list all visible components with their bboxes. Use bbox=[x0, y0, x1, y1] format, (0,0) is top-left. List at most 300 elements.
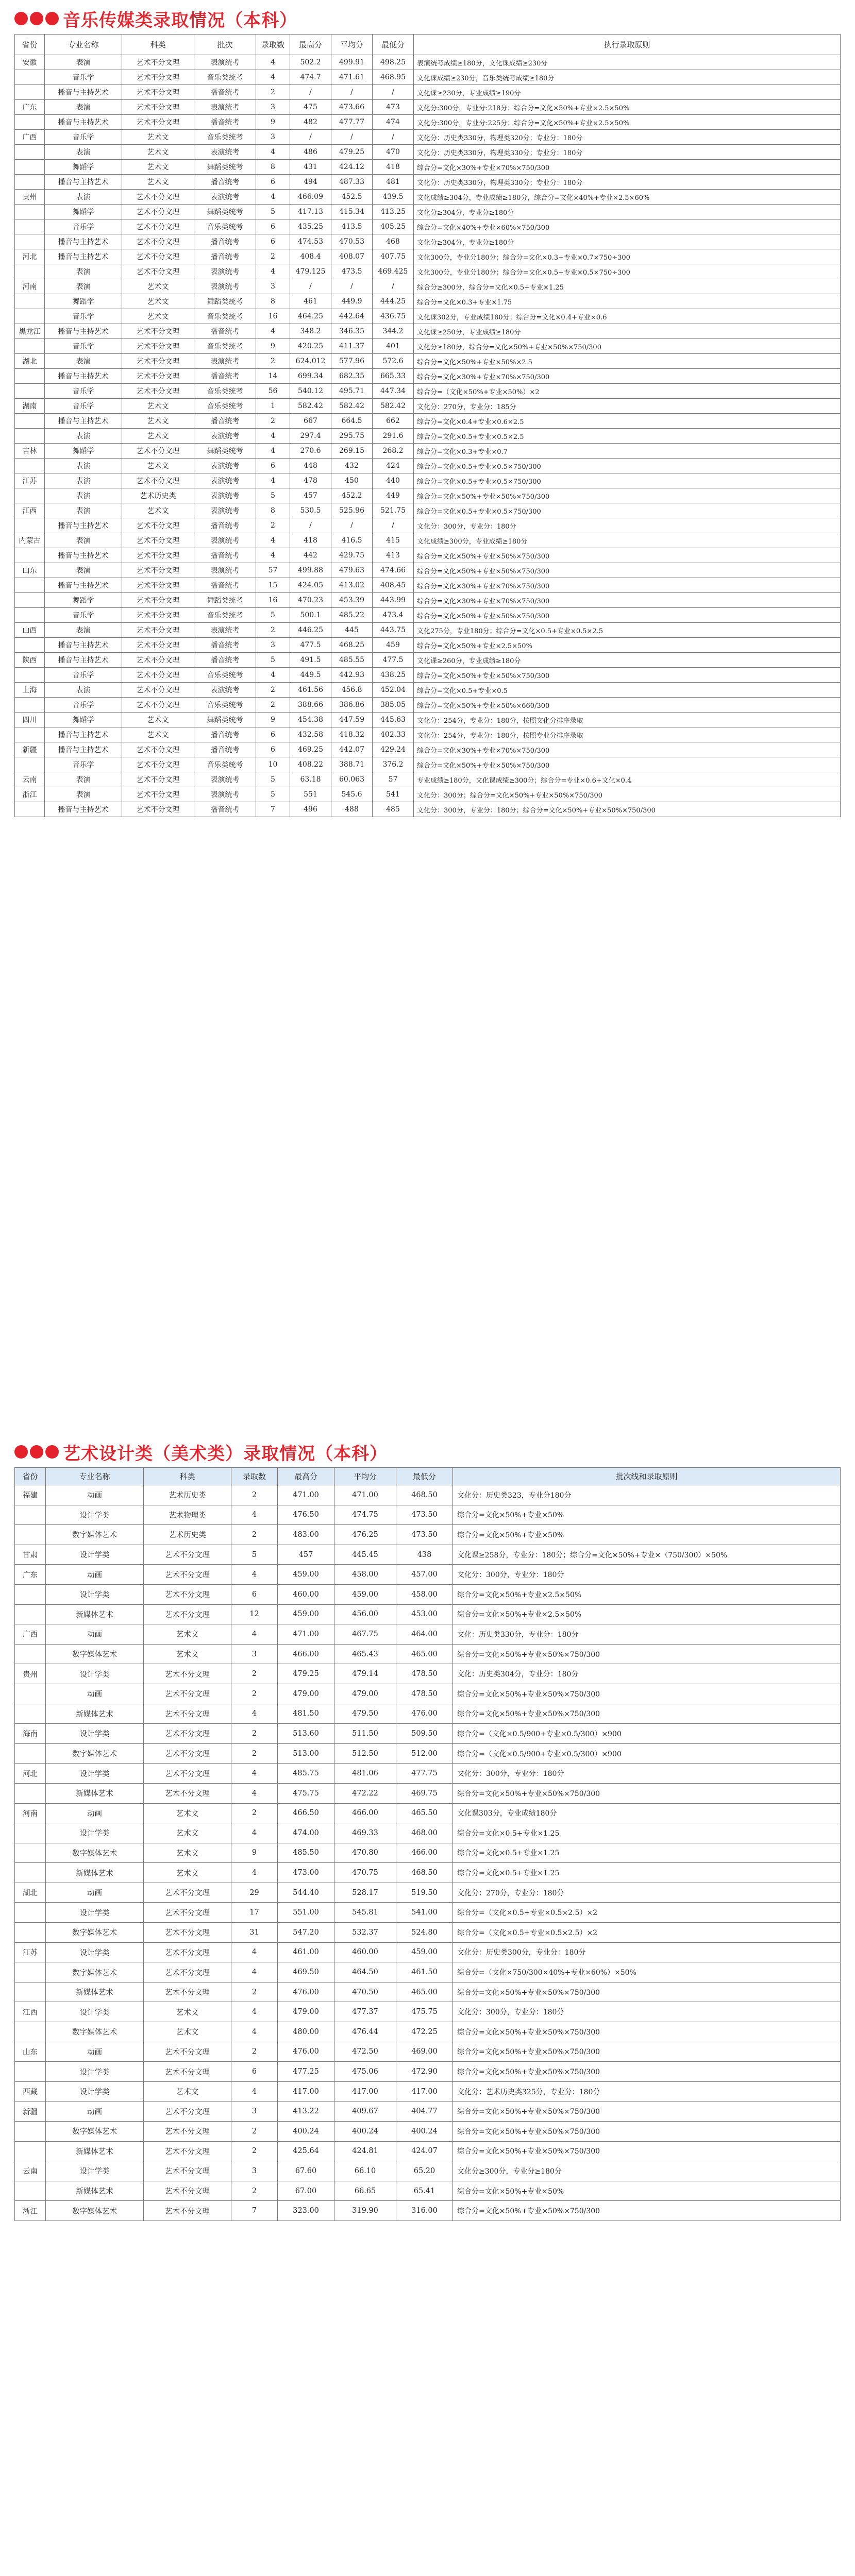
province-cell bbox=[15, 593, 45, 608]
table-cell: 551 bbox=[290, 787, 331, 802]
table-cell: 400.24 bbox=[396, 2122, 453, 2142]
table-cell: 艺术不分文理 bbox=[122, 787, 194, 802]
table-cell: 艺术不分文理 bbox=[122, 683, 194, 698]
table-cell: 4 bbox=[256, 55, 290, 70]
table-row bbox=[15, 1743, 841, 1764]
table-cell: 设计学类 bbox=[46, 1942, 144, 1962]
table-row bbox=[15, 1724, 841, 1744]
table-cell: 播音与主持艺术 bbox=[45, 638, 122, 653]
table-row bbox=[15, 1764, 841, 1784]
table-cell: 495.71 bbox=[331, 384, 373, 399]
table-cell: 艺术文 bbox=[144, 1803, 231, 1823]
table-cell: 496 bbox=[290, 802, 331, 817]
table-row bbox=[15, 653, 841, 668]
table-cell: 445 bbox=[331, 623, 373, 638]
table-cell: 509.50 bbox=[396, 1724, 453, 1744]
province-cell bbox=[15, 638, 45, 653]
rule-cell: 文化分≥304分，专业分≥180分 bbox=[414, 205, 841, 219]
table-cell: 468.50 bbox=[396, 1485, 453, 1505]
table-cell: 4 bbox=[256, 548, 290, 563]
table-cell: 466.09 bbox=[290, 190, 331, 205]
table-row bbox=[15, 219, 841, 234]
table-row bbox=[15, 2161, 841, 2181]
table-cell: 艺术文 bbox=[122, 130, 194, 145]
table-cell: 454.38 bbox=[290, 713, 331, 727]
table-cell: 469.50 bbox=[278, 1962, 334, 1982]
rule-cell: 文化分：300分，专业分：180分 bbox=[453, 1764, 841, 1784]
table-cell: 艺术不分文理 bbox=[144, 1764, 231, 1784]
table-cell: 461.56 bbox=[290, 683, 331, 698]
table-cell: 动画 bbox=[46, 2042, 144, 2062]
province-cell bbox=[15, 339, 45, 354]
table-cell: 67.60 bbox=[278, 2161, 334, 2181]
table-cell: 457 bbox=[278, 1545, 334, 1565]
table-row bbox=[15, 429, 841, 444]
table-cell: 艺术不分文理 bbox=[144, 1565, 231, 1585]
province-cell: 黑龙江 bbox=[15, 324, 45, 339]
table-cell: 473 bbox=[373, 100, 414, 115]
table-cell: 16 bbox=[256, 593, 290, 608]
column-header: 执行录取原则 bbox=[414, 35, 841, 55]
rule-cell: 综合分=文化×50%+专业×50%×750/300 bbox=[414, 668, 841, 683]
table-cell: 474.7 bbox=[290, 70, 331, 85]
table-cell: 艺术不分文理 bbox=[122, 354, 194, 369]
table-cell: 65.20 bbox=[396, 2161, 453, 2181]
table-cell: 艺术不分文理 bbox=[122, 115, 194, 130]
province-cell bbox=[15, 1843, 46, 1863]
table-row bbox=[15, 593, 841, 608]
table-cell: 艺术不分文理 bbox=[122, 55, 194, 70]
rule-cell: 综合分=文化×50%+专业×50%×750/300 bbox=[453, 1982, 841, 2002]
table-cell: / bbox=[373, 279, 414, 294]
table-row bbox=[15, 757, 841, 772]
table-row bbox=[15, 1624, 841, 1645]
table-cell: 艺术不分文理 bbox=[144, 2122, 231, 2142]
table-cell: 播音与主持艺术 bbox=[45, 234, 122, 249]
column-header: 批次 bbox=[194, 35, 256, 55]
table-cell: 艺术不分文理 bbox=[122, 369, 194, 384]
table-cell: 465.00 bbox=[396, 1644, 453, 1664]
table-cell: 艺术不分文理 bbox=[144, 1903, 231, 1923]
table-cell: 479.00 bbox=[334, 1684, 396, 1704]
table-cell: 388.71 bbox=[331, 757, 373, 772]
table-cell: 艺术不分文理 bbox=[144, 2181, 231, 2201]
table-cell: 艺术不分文理 bbox=[122, 473, 194, 488]
rule-cell: 综合分=文化×50%+专业×50%×660/300 bbox=[414, 698, 841, 713]
table-cell: 500.1 bbox=[290, 608, 331, 623]
province-cell: 湖北 bbox=[15, 1883, 46, 1903]
table-cell: 447.34 bbox=[373, 384, 414, 399]
province-cell: 浙江 bbox=[15, 2201, 46, 2221]
rule-cell: 文化275分，专业180分；综合分=文化×0.5+专业×0.5×2.5 bbox=[414, 623, 841, 638]
table-cell: 429.24 bbox=[373, 742, 414, 757]
rule-cell: 综合分=文化×0.5+专业×0.5 bbox=[414, 683, 841, 698]
table-row bbox=[15, 1684, 841, 1704]
table-cell: 艺术历史类 bbox=[122, 488, 194, 503]
table-cell: 476.00 bbox=[278, 1982, 334, 2002]
table-cell: 400.24 bbox=[278, 2122, 334, 2142]
table-cell: 艺术文 bbox=[144, 1624, 231, 1645]
table-cell: 播音与主持艺术 bbox=[45, 548, 122, 563]
table-cell: 481.50 bbox=[278, 1704, 334, 1724]
table-cell: 65.41 bbox=[396, 2181, 453, 2201]
table-cell: 艺术不分文理 bbox=[144, 1545, 231, 1565]
table-cell: 476.00 bbox=[278, 2042, 334, 2062]
table-cell: 662 bbox=[373, 414, 414, 429]
table-cell: 66.65 bbox=[334, 2181, 396, 2201]
rule-cell: 文化分：300分，专业分：180分 bbox=[453, 2002, 841, 2022]
table-cell: 表演 bbox=[45, 473, 122, 488]
table-cell: 424.07 bbox=[396, 2141, 453, 2161]
table-row bbox=[15, 1923, 841, 1943]
table-cell: 艺术不分文理 bbox=[122, 249, 194, 264]
table-row bbox=[15, 444, 841, 459]
rule-cell: 综合分=（文化×750/300×40%+专业×60%）×50% bbox=[453, 1962, 841, 1982]
table-cell: 音乐类统考 bbox=[194, 309, 256, 324]
table-cell: 269.15 bbox=[331, 444, 373, 459]
table-cell: 470.53 bbox=[331, 234, 373, 249]
table-cell: 479.125 bbox=[290, 264, 331, 279]
table-cell: 459 bbox=[373, 638, 414, 653]
province-cell bbox=[15, 85, 45, 100]
province-cell: 贵州 bbox=[15, 190, 45, 205]
table-cell: 411.37 bbox=[331, 339, 373, 354]
table-cell: 舞蹈学 bbox=[45, 593, 122, 608]
rule-cell: 文化分：历史类323，专业分180分 bbox=[453, 1485, 841, 1505]
table-cell: 4 bbox=[231, 1624, 278, 1645]
table-cell: 舞蹈学 bbox=[45, 713, 122, 727]
table-cell: 469.25 bbox=[290, 742, 331, 757]
table-cell: 播音统考 bbox=[194, 115, 256, 130]
table-row bbox=[15, 234, 841, 249]
table-row bbox=[15, 369, 841, 384]
table-row bbox=[15, 324, 841, 339]
table-cell: 582.42 bbox=[331, 399, 373, 414]
table-cell: 467.75 bbox=[334, 1624, 396, 1645]
table-cell: 475 bbox=[290, 100, 331, 115]
table-cell: 表演统考 bbox=[194, 623, 256, 638]
table-cell: 表演 bbox=[45, 429, 122, 444]
province-cell: 湖南 bbox=[15, 399, 45, 414]
table-cell: 表演 bbox=[45, 279, 122, 294]
table-cell: 442 bbox=[290, 548, 331, 563]
table-cell: 艺术文 bbox=[122, 160, 194, 175]
table-cell: 2 bbox=[231, 2181, 278, 2201]
province-cell: 贵州 bbox=[15, 1664, 46, 1684]
table-cell: 415 bbox=[373, 533, 414, 548]
table-cell: 10 bbox=[256, 757, 290, 772]
table-cell: 艺术文 bbox=[122, 414, 194, 429]
table-cell: 2 bbox=[256, 85, 290, 100]
rule-cell: 综合分=（文化×50%+专业×50%）×2 bbox=[414, 384, 841, 399]
table-cell: 2 bbox=[231, 1684, 278, 1704]
province-cell: 广东 bbox=[15, 1565, 46, 1585]
table-cell: 323.00 bbox=[278, 2201, 334, 2221]
table-cell: 471.61 bbox=[331, 70, 373, 85]
table-cell: 艺术文 bbox=[122, 727, 194, 742]
table-cell: 艺术不分文理 bbox=[144, 2102, 231, 2122]
table-cell: 艺术不分文理 bbox=[122, 563, 194, 578]
table-cell: 466.00 bbox=[278, 1644, 334, 1664]
province-cell: 海南 bbox=[15, 1724, 46, 1744]
table-cell: 499.91 bbox=[331, 55, 373, 70]
table-cell: 479.50 bbox=[334, 1704, 396, 1724]
table-cell: 475.06 bbox=[334, 2062, 396, 2082]
province-cell bbox=[15, 1923, 46, 1943]
rule-cell: 综合分=（文化×0.5+专业×0.5×2.5）×2 bbox=[453, 1903, 841, 1923]
table-cell: 数字媒体艺术 bbox=[46, 2122, 144, 2142]
province-cell bbox=[15, 309, 45, 324]
table-cell: 432 bbox=[331, 459, 373, 473]
table-cell: 480.00 bbox=[278, 2022, 334, 2042]
table-cell: 457 bbox=[290, 488, 331, 503]
table-cell: 2 bbox=[256, 518, 290, 533]
table-cell: 512.00 bbox=[396, 1743, 453, 1764]
table-cell: 413.22 bbox=[278, 2102, 334, 2122]
table-cell: 3 bbox=[231, 1644, 278, 1664]
table-cell: 3 bbox=[256, 638, 290, 653]
table-cell: 2 bbox=[231, 2122, 278, 2142]
table-cell: 艺术不分文理 bbox=[144, 2161, 231, 2181]
table-cell: 485.75 bbox=[278, 1764, 334, 1784]
table-cell: 2 bbox=[231, 1743, 278, 1764]
table-cell: 动画 bbox=[46, 1485, 144, 1505]
table-cell: 艺术不分文理 bbox=[144, 1664, 231, 1684]
table-cell: 413 bbox=[373, 548, 414, 563]
table-cell: 582.42 bbox=[290, 399, 331, 414]
table-cell: 4 bbox=[231, 1704, 278, 1724]
table-row bbox=[15, 1584, 841, 1604]
province-cell: 新疆 bbox=[15, 2102, 46, 2122]
table-cell: 475.75 bbox=[396, 2002, 453, 2022]
table-cell: 470.23 bbox=[290, 593, 331, 608]
table-cell: 295.75 bbox=[331, 429, 373, 444]
table-cell: / bbox=[290, 279, 331, 294]
table-row bbox=[15, 70, 841, 85]
table-cell: 469.33 bbox=[334, 1823, 396, 1843]
table-cell: 461 bbox=[290, 294, 331, 309]
table-cell: 音乐学 bbox=[45, 309, 122, 324]
table-cell: 新媒体艺术 bbox=[46, 1863, 144, 1883]
table-cell: 艺术不分文理 bbox=[144, 1684, 231, 1704]
table-cell: 443.99 bbox=[373, 593, 414, 608]
table-cell: 4 bbox=[231, 2002, 278, 2022]
table-cell: 6 bbox=[256, 234, 290, 249]
table-cell: 表演 bbox=[45, 354, 122, 369]
table-row bbox=[15, 1962, 841, 1982]
table-cell: 499.88 bbox=[290, 563, 331, 578]
table-cell: 468.00 bbox=[396, 1823, 453, 1843]
table-cell: 2 bbox=[256, 623, 290, 638]
province-cell bbox=[15, 1863, 46, 1883]
table-cell: 表演 bbox=[45, 563, 122, 578]
table-cell: / bbox=[331, 85, 373, 100]
table-cell: 1 bbox=[256, 399, 290, 414]
table-cell: 445.63 bbox=[373, 713, 414, 727]
province-cell bbox=[15, 219, 45, 234]
table-header-row bbox=[15, 35, 841, 55]
table-cell: 舞蹈类统考 bbox=[194, 294, 256, 309]
table-cell: 443.75 bbox=[373, 623, 414, 638]
table-cell: 409.67 bbox=[334, 2102, 396, 2122]
table-cell: 6 bbox=[256, 459, 290, 473]
table-cell: 音乐学 bbox=[45, 399, 122, 414]
rule-cell: 综合分=文化×30%+专业×70%×750/300 bbox=[414, 593, 841, 608]
table-cell: 408.45 bbox=[373, 578, 414, 593]
rule-cell: 表演统考成绩≥180分，文化课成绩≥230分 bbox=[414, 55, 841, 70]
table-row bbox=[15, 1485, 841, 1505]
table-cell: 346.35 bbox=[331, 324, 373, 339]
rule-cell: 综合分=文化×50%+专业×50%×750/300 bbox=[453, 2201, 841, 2221]
table-cell: 519.50 bbox=[396, 1883, 453, 1903]
table-cell: 471.00 bbox=[334, 1485, 396, 1505]
rule-cell: 综合分=文化×50%+专业×50%×750/300 bbox=[453, 1783, 841, 1803]
table-cell: 413.5 bbox=[331, 219, 373, 234]
table-cell: 494 bbox=[290, 175, 331, 190]
table-cell: 469.00 bbox=[396, 2042, 453, 2062]
table-row bbox=[15, 55, 841, 70]
rule-cell: 文化分:300分，专业分:218分；综合分=文化×50%+专业×2.5×50% bbox=[414, 100, 841, 115]
table-cell: 4 bbox=[231, 2081, 278, 2102]
table-cell: 表演 bbox=[45, 145, 122, 160]
table-cell: 设计学类 bbox=[46, 1664, 144, 1684]
table-cell: 472.50 bbox=[334, 2042, 396, 2062]
province-cell bbox=[15, 1584, 46, 1604]
table-row bbox=[15, 698, 841, 713]
table-row bbox=[15, 190, 841, 205]
table-cell: 511.50 bbox=[334, 1724, 396, 1744]
table-cell: 477.5 bbox=[373, 653, 414, 668]
table-cell: 401 bbox=[373, 339, 414, 354]
table-cell: 音乐类统考 bbox=[194, 608, 256, 623]
table-cell: 舞蹈学 bbox=[45, 160, 122, 175]
province-cell: 河南 bbox=[15, 1803, 46, 1823]
table-cell: 播音统考 bbox=[194, 369, 256, 384]
table-cell: 469.75 bbox=[396, 1783, 453, 1803]
table-row bbox=[15, 1823, 841, 1843]
rule-cell: 综合分=文化×50%+专业×50%×750/300 bbox=[453, 1644, 841, 1664]
table-cell: 动画 bbox=[46, 1624, 144, 1645]
table-cell: 音乐学 bbox=[45, 698, 122, 713]
table-cell: 音乐类统考 bbox=[194, 384, 256, 399]
table-cell: 400.24 bbox=[334, 2122, 396, 2142]
table-cell: 舞蹈类统考 bbox=[194, 160, 256, 175]
table-cell: 艺术物理类 bbox=[144, 1505, 231, 1525]
column-header: 录取数 bbox=[231, 1468, 278, 1485]
table-cell: 4 bbox=[256, 533, 290, 548]
table-cell: 682.35 bbox=[331, 369, 373, 384]
province-cell bbox=[15, 488, 45, 503]
table-cell: 470.50 bbox=[334, 1982, 396, 2002]
table-row bbox=[15, 294, 841, 309]
rule-cell: 综合分=（文化×0.5+专业×0.5×2.5）×2 bbox=[453, 1923, 841, 1943]
rule-cell: 综合分=文化×50%+专业×50%×750/300 bbox=[453, 2042, 841, 2062]
table-cell: 477.5 bbox=[290, 638, 331, 653]
table-cell: 4 bbox=[256, 190, 290, 205]
table-cell: 动画 bbox=[46, 1565, 144, 1585]
table-cell: 9 bbox=[256, 115, 290, 130]
province-cell bbox=[15, 1823, 46, 1843]
province-cell bbox=[15, 2062, 46, 2082]
table-cell: 478 bbox=[290, 473, 331, 488]
table-cell: 艺术不分文理 bbox=[144, 1923, 231, 1943]
table-cell: 表演统考 bbox=[194, 473, 256, 488]
table-cell: 艺术文 bbox=[122, 459, 194, 473]
table-cell: 474.00 bbox=[278, 1823, 334, 1843]
table-cell: 表演统考 bbox=[194, 533, 256, 548]
table-cell: 7 bbox=[256, 802, 290, 817]
table-cell: 474 bbox=[373, 115, 414, 130]
table-cell: 474.75 bbox=[334, 1505, 396, 1525]
rule-cell: 综合分=文化×50%+专业×50%×750/300 bbox=[414, 608, 841, 623]
province-cell bbox=[15, 1783, 46, 1803]
table-cell: 449.9 bbox=[331, 294, 373, 309]
table-cell: 艺术不分文理 bbox=[144, 1962, 231, 1982]
table-cell: 新媒体艺术 bbox=[46, 2181, 144, 2201]
province-cell bbox=[15, 548, 45, 563]
table-cell: 528.17 bbox=[334, 1883, 396, 1903]
table-cell: / bbox=[373, 85, 414, 100]
province-cell bbox=[15, 2022, 46, 2042]
table-cell: 458.00 bbox=[396, 1584, 453, 1604]
table-header-row bbox=[15, 1468, 841, 1485]
table-cell: 476.25 bbox=[334, 1525, 396, 1545]
table-cell: 播音统考 bbox=[194, 249, 256, 264]
province-cell bbox=[15, 2181, 46, 2201]
province-cell bbox=[15, 175, 45, 190]
table-row bbox=[15, 1644, 841, 1664]
table-cell: 418 bbox=[290, 533, 331, 548]
province-cell: 广西 bbox=[15, 130, 45, 145]
table-cell: 665.33 bbox=[373, 369, 414, 384]
table-cell: 表演 bbox=[45, 55, 122, 70]
rule-cell: 文化分：254分，专业分：180分，按照专业分排序录取 bbox=[414, 727, 841, 742]
table-cell: 4 bbox=[231, 1962, 278, 1982]
section-music-media bbox=[14, 3, 841, 817]
table-row bbox=[15, 727, 841, 742]
province-cell: 湖北 bbox=[15, 354, 45, 369]
table-cell: 播音统考 bbox=[194, 638, 256, 653]
table-cell: 2 bbox=[256, 249, 290, 264]
table-cell: 524.80 bbox=[396, 1923, 453, 1943]
table-cell: 舞蹈学 bbox=[45, 444, 122, 459]
rule-cell: 综合分=文化×0.3+专业×0.7 bbox=[414, 444, 841, 459]
table-cell: 音乐学 bbox=[45, 608, 122, 623]
rule-cell: 文化课≥250分，专业成绩≥180分 bbox=[414, 324, 841, 339]
table-cell: 417.13 bbox=[290, 205, 331, 219]
table-cell: 设计学类 bbox=[46, 1584, 144, 1604]
table-row bbox=[15, 145, 841, 160]
table-cell: 艺术不分文理 bbox=[122, 70, 194, 85]
table-cell: 音乐学 bbox=[45, 384, 122, 399]
province-cell bbox=[15, 757, 45, 772]
table-cell: 4 bbox=[231, 1565, 278, 1585]
table-cell: 472.22 bbox=[334, 1783, 396, 1803]
table-cell: 416.5 bbox=[331, 533, 373, 548]
province-cell: 四川 bbox=[15, 713, 45, 727]
rule-cell: 文化分：270分，专业分：185分 bbox=[414, 399, 841, 414]
province-cell: 河北 bbox=[15, 1764, 46, 1784]
rule-cell: 综合分=（文化×0.5/900+专业×0.5/300）×900 bbox=[453, 1724, 841, 1744]
province-cell bbox=[15, 429, 45, 444]
rule-cell: 文化分：300分；综合分=文化×50%+专业×50%×750/300 bbox=[414, 787, 841, 802]
table-cell: 16 bbox=[256, 309, 290, 324]
table-cell: 471.00 bbox=[278, 1624, 334, 1645]
table-cell: 艺术不分文理 bbox=[122, 533, 194, 548]
table-cell: / bbox=[331, 279, 373, 294]
table-cell: 表演 bbox=[45, 459, 122, 473]
table-cell: 14 bbox=[256, 369, 290, 384]
